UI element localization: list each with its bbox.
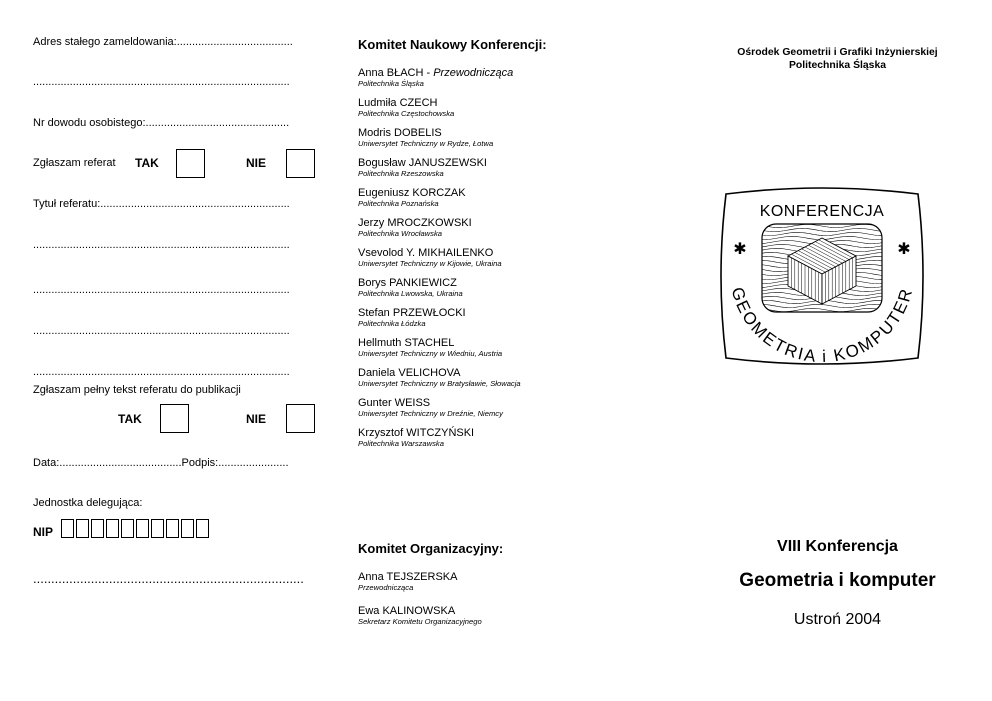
committee-member [358, 127, 493, 148]
scientific-committee-heading: Komitet Naukowy Konferencji: [358, 37, 547, 52]
member-affiliation: Politechnika Rzeszowska [358, 169, 444, 178]
committee-member [358, 605, 482, 626]
logo-arc-text: GEOMETRIA i KOMPUTER [727, 285, 917, 367]
id-number-field-label: Nr dowodu osobistego:............................................... [33, 117, 290, 129]
conference-logo [716, 186, 928, 368]
committee-member [358, 427, 474, 448]
report-yes-checkbox[interactable] [176, 149, 205, 178]
member-name: Eugeniusz KORCZAK [358, 187, 466, 199]
nip-digit-box[interactable] [76, 519, 89, 538]
member-name: Anna BŁACH - [358, 67, 434, 79]
member-affiliation: Politechnika Śląska [358, 79, 424, 88]
nip-digit-box[interactable] [106, 519, 119, 538]
committee-member [358, 157, 487, 178]
member-affiliation: Uniwersytet Techniczny w Rydze, Łotwa [358, 139, 494, 148]
member-name: Borys PANKIEWICZ [358, 277, 457, 289]
member-role: Przewodnicząca [433, 67, 514, 79]
member-affiliation: Politechnika Wrocławska [358, 229, 442, 238]
address-line-2[interactable]: .................................................................................... [33, 76, 290, 88]
member-name: Ludmiła CZECH [358, 97, 438, 109]
member-name: Daniela VELICHOVA [358, 367, 461, 379]
report-title-line-5[interactable]: .................................................................................... [33, 366, 290, 378]
member-affiliation: Politechnika Częstochowska [358, 109, 455, 118]
date-signature-line[interactable]: Data:........................................Podpis:....................... [33, 457, 289, 469]
member-name: Stefan PRZEWŁOCKI [358, 307, 466, 319]
member-name: Gunter WEISS [358, 397, 431, 409]
conference-name: Geometria i komputer [739, 570, 936, 591]
report-no-label: NIE [246, 156, 267, 170]
nip-digit-box[interactable] [166, 519, 179, 538]
committee-member [358, 367, 521, 388]
nip-input[interactable] [61, 519, 211, 540]
member-affiliation: Uniwersytet Techniczny w Dreźnie, Niemcy [358, 409, 503, 418]
conference-edition: VIII Konferencja [777, 538, 898, 555]
full-text-no-label: NIE [246, 412, 267, 426]
member-affiliation: Przewodnicząca [358, 583, 414, 592]
report-yes-label: TAK [135, 156, 159, 170]
member-affiliation: Uniwersytet Techniczny w Wiedniu, Austria [358, 349, 503, 358]
committee-member [358, 571, 457, 592]
committee-member [358, 67, 513, 88]
nip-digit-box[interactable] [91, 519, 104, 538]
organizer-name: Ośrodek Geometrii i Grafiki Inżynierskiej [737, 47, 938, 58]
member-affiliation: Sekretarz Komitetu Organizacyjnego [358, 617, 482, 626]
member-affiliation: Uniwersytet Techniczny w Kijowie, Ukraina [358, 259, 502, 268]
full-text-yes-label: TAK [118, 412, 142, 426]
full-text-yes-checkbox[interactable] [160, 404, 189, 433]
star-icon: ✱ [733, 239, 747, 258]
member-name: Modris DOBELIS [358, 127, 442, 139]
member-affiliation: Uniwersytet Techniczny w Bratysławie, Słowacja [358, 379, 521, 388]
member-name: Ewa KALINOWSKA [358, 605, 456, 617]
star-icon: ✱ [897, 239, 911, 258]
member-affiliation: Politechnika Lwowska, Ukraina [358, 289, 463, 298]
committee-member [358, 337, 502, 358]
nip-digit-box[interactable] [136, 519, 149, 538]
report-title-line-4[interactable]: .................................................................................... [33, 325, 290, 337]
member-name: Hellmuth STACHEL [358, 337, 455, 349]
committee-member [358, 247, 502, 268]
nip-digit-box[interactable] [196, 519, 209, 538]
member-affiliation: Politechnika Poznańska [358, 199, 439, 208]
report-title-field-label: Tytuł referatu:.............................................................. [33, 198, 290, 210]
member-affiliation: Politechnika Łódzka [358, 319, 426, 328]
report-title-line-2[interactable]: .................................................................................... [33, 239, 290, 251]
committee-member [358, 217, 472, 238]
nip-label: NIP [33, 525, 54, 539]
full-text-question-label: Zgłaszam pełny tekst referatu do publikacji [33, 384, 241, 396]
committee-member [358, 187, 466, 208]
organizing-committee-heading: Komitet Organizacyjny: [358, 541, 504, 556]
committee-member [358, 277, 463, 298]
member-name: Bogusław JANUSZEWSKI [358, 157, 487, 169]
member-name: Krzysztof WITCZYŃSKI [358, 427, 475, 439]
address-field-label: Adres stałego zameldowania:...................................... [33, 36, 293, 48]
conference-place-year: Ustroń 2004 [793, 611, 882, 628]
full-text-no-checkbox[interactable] [286, 404, 315, 433]
nip-digit-box[interactable] [151, 519, 164, 538]
nip-digit-box[interactable] [121, 519, 134, 538]
nip-digit-box[interactable] [181, 519, 194, 538]
nip-digit-box[interactable] [61, 519, 74, 538]
member-name: Anna TEJSZERSKA [358, 571, 458, 583]
report-no-checkbox[interactable] [286, 149, 315, 178]
committee-member [358, 397, 503, 418]
member-affiliation: Politechnika Warszawska [358, 439, 444, 448]
organizer-university: Politechnika Śląska [788, 60, 887, 71]
member-name: Jerzy MROCZKOWSKI [358, 217, 472, 229]
report-title-line-3[interactable]: .................................................................................... [33, 284, 290, 296]
report-question-label: Zgłaszam referat [33, 157, 116, 169]
committee-member [358, 97, 454, 118]
delegating-unit-label: Jednostka delegująca: [33, 497, 143, 509]
committee-member [358, 307, 466, 328]
member-name: Vsevolod Y. MIKHAILENKO [358, 247, 494, 259]
logo-top-text: KONFERENCJA [759, 203, 885, 220]
bottom-dotted-line[interactable]: ........................................................................... [33, 571, 304, 586]
